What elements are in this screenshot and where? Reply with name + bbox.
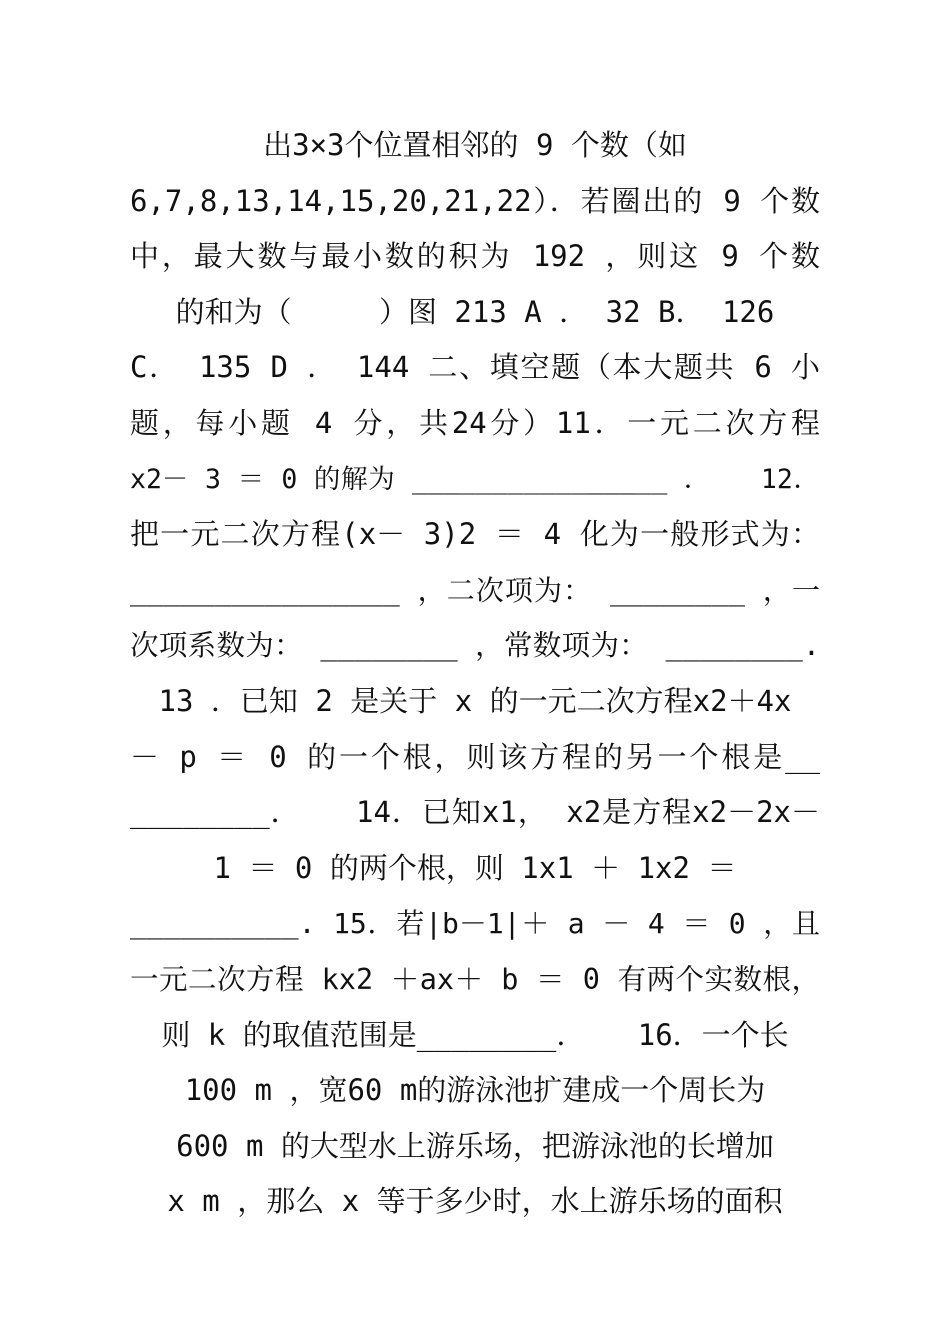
text-line-2: 6,7,8,13,14,15,20,21,22）．若圈出的 9 个数 <box>130 183 820 218</box>
text-line-7: x2－ 3 ＝ 0 的解为 ________________ ． 12． <box>130 463 820 495</box>
text-line-20: x m ，那么 x 等于多少时，水上游乐场的面积 <box>167 1184 783 1219</box>
text-line-17: 则 k 的取值范围是________． 16．一个长 <box>161 1017 789 1052</box>
text-line-9: ________________ ，二次项为： ________ ，一 <box>130 573 820 607</box>
text-line-4: 的和为（ ）图 213 A ． 32 B． 126 <box>175 294 775 329</box>
text-line-16: 一元二次方程 kx2 ＋ax＋ b ＝ 0 有两个实数根， <box>130 962 820 996</box>
text-line-12: － p ＝ 0 的一个根，则该方程的另一个根是__ <box>130 739 820 774</box>
text-line-3: 中，最大数与最小数的积为 192 ，则这 9 个数 <box>130 239 820 274</box>
text-line-18: 100 m ，宽60 m的游泳池扩建成一个周长为 <box>184 1073 766 1108</box>
text-line-6: 题，每小题 4 分，共24分）11．一元二次方程 <box>130 405 820 440</box>
text-line-13: ________． 14．已知x1， x2是方程x2－2x－ <box>130 795 820 830</box>
text-line-19: 600 m 的大型水上游乐场，把游泳池的长增加 <box>176 1128 774 1163</box>
text-line-14: 1 ＝ 0 的两个根，则 1x1 ＋ 1x2 ＝ <box>213 850 737 885</box>
text-line-5: C． 135 D ． 144 二、填空题（本大题共 6 小 <box>130 350 820 385</box>
text-line-8: 把一元二次方程(x－ 3)2 ＝ 4 化为一般形式为： <box>130 517 820 552</box>
text-line-1: 出3×3个位置相邻的 9 个数（如 <box>263 128 687 162</box>
body-text <box>130 118 820 1230</box>
text-line-15: __________. 15．若|b－1|＋ a － 4 ＝ 0 ，且 <box>130 907 820 941</box>
text-line-10: 次项系数为： ________ ，常数项为： ________. <box>130 629 820 663</box>
text-line-11: 13 ．已知 2 是关于 x 的一元二次方程x2＋4x <box>158 683 792 718</box>
